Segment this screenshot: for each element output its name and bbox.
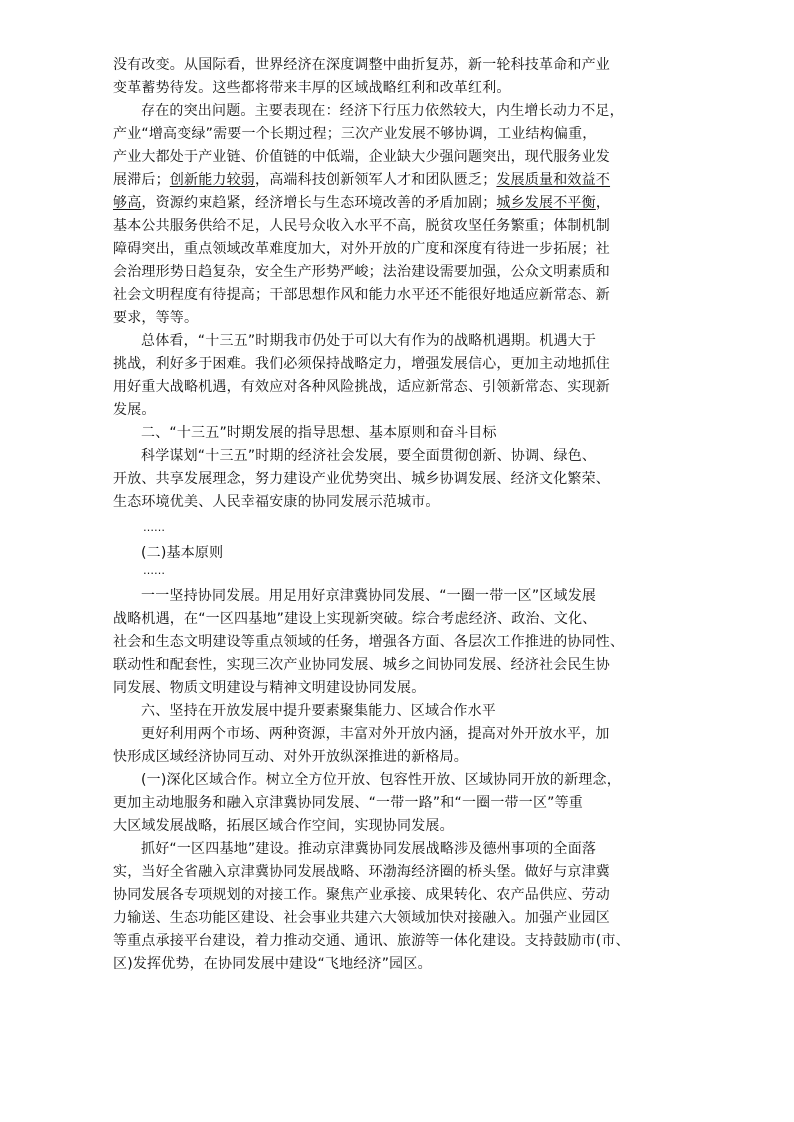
text-line: 变革蓄势待发。这些都将带来丰厚的区域战略红利和改革红利。 [113,80,511,96]
text-line: (一)深化区域合作。树立全方位开放、包容性开放、区域协同开放的新理念， [141,772,621,788]
text-span: 展滞后； [113,172,170,188]
text-line [113,192,613,215]
text-line: 区)发挥优势，在协同发展中建设“飞地经济”园区。 [113,956,432,972]
underlined-phrase: 够高 [113,195,142,211]
text-span: ，资源约束趋紧，经济增长与生态环境改善的矛盾加剧； [141,195,497,211]
underlined-phrase: 城乡发展不平衡 [496,195,596,211]
text-line: 产业大都处于产业链、价值链的中低端，企业缺大少强问题突出，现代服务业发 [113,149,610,165]
text-line: 存在的突出问题。主要表现在：经济下行压力依然较大，内生增长动力不足， [141,103,624,119]
text-line: 发展。 [113,402,156,418]
paragraph-overall-view [113,330,613,422]
paragraph-open-development [113,723,613,769]
text-line: 产业“增高变绿”需要一个长期过程；三次产业发展不够协调，工业结构偏重， [113,126,597,142]
text-span: ，高端科技创新领军人才和团队匮乏； [255,172,497,188]
text-line: 更好利用两个市场、两种资源，丰富对外开放内涵，提高对外开放水平，加 [141,726,610,742]
paragraph-guiding-ideology [113,445,613,514]
text-line: 同发展、物质文明建设与精神文明建设协同发展。 [113,680,426,696]
text-line: 协同发展各专项规划的对接工作。聚焦产业承接、成果转化、农产品供应、劳动 [113,887,610,903]
text-line: 快形成区域经济协同互动、对外开放纵深推进的新格局。 [113,749,468,765]
omission-ellipsis: …… [143,521,165,534]
text-line: 实，当好全省融入京津冀协同发展战略、环渤海经济圈的桥头堡。做好与京津冀 [113,864,610,880]
text-line: 战略机遇，在“一区四基地”建设上实现新突破。综合考虑经济、政治、文化、 [113,611,597,627]
underlined-phrase: 发展质量和效益不 [496,172,611,188]
paragraph-international-outlook [113,54,613,100]
document-page [113,54,630,976]
text-line: 障碍突出，重点领域改革难度加大，对外开放的广度和深度有待进一步拓展；社 [113,241,610,257]
omission-ellipsis: …… [143,564,165,577]
text-line: 生态环境优美、人民幸福安康的协同发展示范城市。 [113,494,440,510]
text-line [113,169,613,192]
section-heading: 二、“十三五”时期发展的指导思想、基本原则和奋斗目标 [141,425,497,441]
text-span: ， [595,195,611,211]
text-line: 总体看，“十三五”时期我市仍处于可以大有作为的战略机遇期。机遇大于 [141,333,597,349]
text-line: 大区域发展战略，拓展区域合作空间，实现协同发展。 [113,818,454,834]
spacer [113,534,613,542]
text-line: 抓好“一区四基地”建设。推动京津冀协同发展战略涉及德州事项的全面落 [141,841,597,857]
paragraph-one-zone-four-bases [113,838,630,976]
text-line: 社会文明程度有待提高；干部思想作风和能力水平还不能很好地适应新常态、新 [113,287,610,303]
spacer [113,577,613,585]
underlined-phrase: 创新能力较弱 [169,172,256,188]
text-line: 社会和生态文明建设等重点领域的任务，增强各方面、各层次工作推进的协同性、 [113,634,625,650]
text-line: 基本公共服务供给不足，人民号众收入水平不高，脱贫攻坚任务繁重；体制机制 [113,218,610,234]
text-line: 更加主动地服务和融入京津冀协同发展、“一带一路”和“一圈一带一区”等重 [113,795,584,811]
text-line: 力输送、生态功能区建设、社会事业共建六大领域加快对接融入。加强产业园区 [113,910,610,926]
text-line: 科学谋划“十三五”时期的经济社会发展，要全面贯彻创新、协调、绿色、 [141,448,597,464]
text-line: 要求，等等。 [113,310,199,326]
paragraph-coordinated-development [113,585,625,700]
text-line: 开放、共享发展理念，努力建设产业优势突出、城乡协调发展、经济文化繁荣、 [113,471,610,487]
text-line: 挑战，利好多于困难。我们必须保持战略定力，增强发展信心，更加主动地抓住 [113,356,610,372]
text-line: 等重点承接平台建设，着力推动交通、通讯、旅游等一体化建设。支持鼓励市(市、 [113,933,630,949]
section-heading: 六、坚持在开放发展中提升要素聚集能力、区域合作水平 [141,703,496,719]
text-line: 会治理形势日趋复杂，安全生产形势严峻；法治建设需要加强，公众文明素质和 [113,264,610,280]
paragraph-regional-cooperation [113,769,621,838]
subsection-heading: (二)基本原则 [141,545,224,561]
text-line: 一一坚持协同发展。用足用好京津冀协同发展、“一圈一带一区”区域发展 [141,588,597,604]
text-line: 联动性和配套性，实现三次产业协同发展、城乡之间协同发展、经济社会民生协 [113,657,610,673]
text-line: 用好重大战略机遇，有效应对各种风险挑战，适应新常态、引领新常态、实现新 [113,379,610,395]
paragraph-outstanding-problems [113,100,624,330]
spacer [113,514,613,522]
text-line: 没有改变。从国际看，世界经济在深度调整中曲折复苏，新一轮科技革命和产业 [113,57,610,73]
